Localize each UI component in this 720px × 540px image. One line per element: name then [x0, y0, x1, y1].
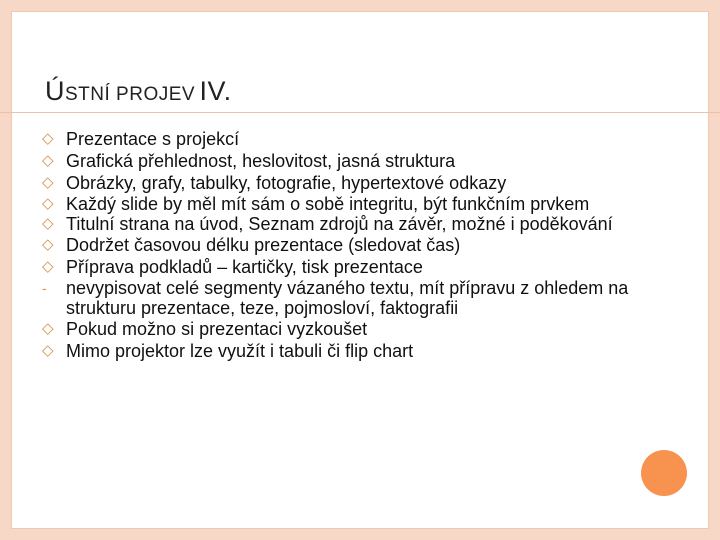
list-item	[42, 214, 642, 234]
diamond-bullet-icon: ◇	[42, 195, 54, 212]
slide-frame-bottom	[0, 529, 720, 540]
list-item	[42, 194, 642, 214]
diamond-bullet-icon: ◇	[42, 130, 54, 147]
list-item	[42, 340, 642, 362]
title-numeral: IV.	[199, 76, 232, 106]
bullet-text: Každý slide by měl mít sám o sobě integritu, být funkčním prvkem	[66, 194, 590, 214]
bullet-text: Obrázky, grafy, tabulky, fotografie, hypertextové odkazy	[66, 173, 507, 193]
slide-frame-left	[0, 0, 11, 540]
list-item	[42, 278, 642, 318]
diamond-bullet-icon: ◇	[42, 342, 54, 359]
diamond-bullet-icon: ◇	[42, 320, 54, 337]
title-divider	[0, 112, 720, 113]
bullet-text: Příprava podkladů – kartičky, tisk prezentace	[66, 257, 423, 277]
list-item	[42, 172, 642, 194]
diamond-bullet-icon: ◇	[42, 174, 54, 191]
diamond-bullet-icon: ◇	[42, 152, 54, 169]
list-item	[42, 150, 642, 172]
bullet-text: Dodržet časovou délku prezentace (sledovat čas)	[66, 235, 461, 255]
title-rest: STNÍ PROJEV	[65, 84, 196, 105]
list-item	[42, 234, 642, 256]
slide-frame-right	[709, 0, 720, 540]
bullet-text: Grafická přehlednost, heslovitost, jasná struktura	[66, 151, 456, 171]
diamond-bullet-icon: ◇	[42, 236, 54, 253]
decorative-circle	[641, 450, 687, 496]
list-item	[42, 318, 642, 340]
slide-title	[45, 76, 232, 107]
diamond-bullet-icon: ◇	[42, 258, 54, 275]
bullet-text: Pokud možno si prezentaci vyzkoušet	[66, 319, 368, 339]
bullet-text: Titulní strana na úvod, Seznam zdrojů na závěr, možné i poděkování	[66, 214, 613, 234]
list-item	[42, 256, 642, 278]
dash-bullet-icon: -	[42, 280, 47, 296]
slide-frame-top	[0, 0, 720, 11]
bullet-text: Mimo projektor lze využít i tabuli či flip chart	[66, 341, 414, 361]
bullet-list	[42, 128, 642, 362]
title-first-letter: Ú	[45, 76, 65, 106]
bullet-text: Prezentace s projekcí	[66, 129, 240, 149]
bullet-text: nevypisovat celé segmenty vázaného textu, mít přípravu z ohledem na strukturu prezentace, teze, pojmosloví, faktografii	[66, 278, 629, 318]
list-item	[42, 128, 642, 150]
diamond-bullet-icon: ◇	[42, 215, 54, 232]
